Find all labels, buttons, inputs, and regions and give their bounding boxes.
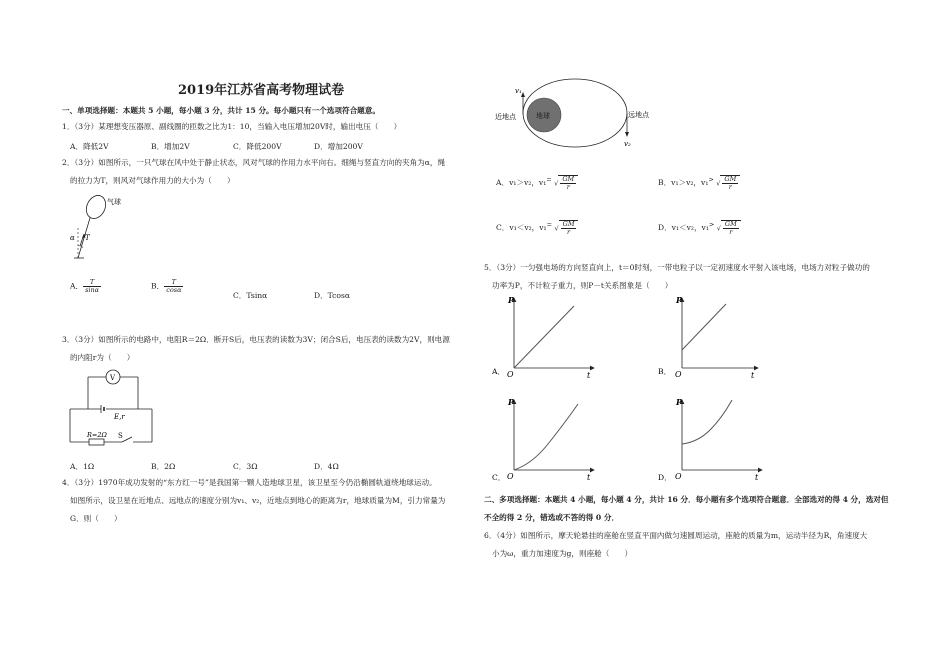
q4-option-c-label: C．v₁＜v₂，v₁ (496, 223, 547, 232)
perigee-label: 近地点 (495, 113, 516, 121)
q1-option-c: C．降低200V (233, 142, 282, 151)
q1-option-d: D．增加200V (314, 142, 363, 151)
section-2-heading-line-1: 二、多项选择题：本题共 4 小题，每小题 4 分，共计 16 分．每小题有多个选项符合题意．全部选对的得 4 分，选对但 (484, 495, 889, 504)
sqrt-expression: √ $\frac{GM}{r}$ (716, 175, 740, 191)
q1-option-b: B．增加2V (151, 142, 190, 151)
section-1-heading: 一、单项选择题：本题共 5 小题，每小题 3 分，共计 15 分。每小题只有一个选项符合题意。 (62, 106, 380, 115)
v2-label: v₂ (624, 140, 631, 148)
voltmeter-label: V (110, 374, 116, 382)
fraction-denominator: r (566, 183, 570, 191)
fraction-denominator: sinα (85, 286, 100, 294)
q3-option-d: D．4Ω (314, 462, 339, 471)
graph-a (492, 295, 594, 380)
fraction-numerator: GM (724, 175, 737, 183)
q2-option-b-fraction (164, 279, 183, 294)
question-5-line-1: 5．（3分）一匀强电场的方向竖直向上，t＝0时刻，一带电粒子以一定初速度水平射入该电场，电场力对粒子做功的 (484, 263, 870, 272)
question-2-line-1: 2．（3分）如图所示，一只气球在风中处于静止状态，风对气球的作用力水平向右。细绳与竖直方向的夹角为α，绳 (62, 158, 446, 167)
switch-label: S (118, 432, 123, 440)
balloon-shape (83, 192, 109, 221)
fraction-numerator: GM (562, 175, 575, 183)
question-3-line-1: 3．（3分）如图所示的电路中，电阻R＝2Ω．断开S后，电压表的读数为3V；闭合S后，电压表的读数为2V，则电源 (62, 335, 450, 344)
q4-option-d (658, 220, 741, 236)
axis-p-label: P (676, 295, 683, 305)
graph-d (658, 397, 762, 482)
axis-p-label: P (508, 295, 515, 305)
relation-symbol: > (708, 220, 715, 229)
question-4-line-3: G．则（ ） (70, 514, 122, 523)
q4-option-a-label: A．v₁＞v₂，v₁ (496, 178, 547, 187)
q4-option-c (496, 220, 578, 236)
axis-t-label: t (751, 371, 755, 380)
q3-option-a: A．1Ω (70, 462, 95, 471)
graph-d-label: D． (658, 473, 672, 482)
v2-arrowhead (625, 132, 629, 137)
axis-t-label: t (587, 371, 591, 380)
v1-label: v₁ (515, 87, 522, 95)
question-2-line-2: 的拉力为T，则风对气球作用力的大小为（ ） (70, 176, 235, 185)
sqrt-fraction (723, 221, 739, 236)
question-6-line-2: 小为ω，重力加速度为g，则座舱（ ） (492, 549, 633, 558)
sqrt-fraction (722, 176, 738, 191)
question-1-text: 1．（3分）某理想变压器原、副线圈的匝数之比为1：10，当输入电压增加20V时，输出电压（ ） (62, 122, 402, 131)
graph-d-curve (682, 400, 732, 444)
graph-a-curve (514, 306, 574, 368)
sqrt-fraction (560, 176, 576, 191)
q4-option-b-label: B．v₁＞v₂，v₁ (658, 178, 709, 187)
relation-symbol: = (546, 220, 553, 229)
graph-b-curve (682, 304, 726, 350)
fraction-numerator: T (83, 279, 101, 287)
sqrt-expression: √ $\frac{GM}{r}$ (717, 220, 741, 236)
relation-symbol: = (546, 175, 552, 184)
q2-option-a-fraction (83, 279, 101, 294)
question-4-line-2: 如图所示，设卫星在近地点、远地点的速度分别为v₁、v₂，近地点到地心的距离为r，地球质量为M，引力常量为 (70, 496, 446, 505)
q2-option-d: D．Tcosα (314, 291, 351, 300)
alpha-label: α (70, 234, 75, 242)
graph-b-label: B． (658, 367, 672, 376)
question-5-line-2: 功率为P，不计粒子重力，则P－t关系图象是（ ） (492, 281, 673, 290)
q4-option-a (496, 175, 578, 191)
axis-t-label: t (755, 473, 759, 482)
q2-option-a-label: A． (70, 281, 84, 291)
orbit-figure (490, 70, 650, 152)
q2-option-a (70, 279, 101, 294)
balloon-figure (62, 190, 142, 265)
origin-label: O (507, 472, 514, 481)
graph-c-curve (514, 404, 578, 470)
fraction-denominator: r (728, 183, 732, 191)
relation-symbol: > (708, 175, 714, 184)
q4-option-b (658, 175, 740, 191)
origin-label: O (675, 370, 682, 379)
fraction-denominator: cosα (166, 286, 182, 294)
q3-option-c: C．3Ω (233, 462, 258, 471)
battery-label: E,r (114, 413, 125, 421)
apogee-label: 远地点 (628, 111, 649, 119)
balloon-label: 气球 (107, 198, 121, 206)
q3-option-b: B．2Ω (151, 462, 176, 471)
question-3-line-2: 的内阻r为（ ） (70, 353, 135, 362)
fraction-numerator: GM (724, 220, 737, 228)
earth-label: 地球 (536, 112, 550, 120)
graph-a-label: A． (492, 367, 506, 376)
sqrt-expression: √ $\frac{GM}{r}$ (554, 175, 578, 191)
q2-option-c: C．Tsinα (233, 291, 268, 300)
pt-graphs (492, 294, 772, 490)
sqrt-expression: √ $\frac{GM}{r}$ (554, 220, 578, 236)
fraction-denominator: r (729, 228, 733, 236)
resistor-label: R=2Ω (87, 431, 107, 439)
q1-option-a: A．降低2V (70, 142, 109, 151)
resistor-icon (89, 439, 104, 445)
sqrt-fraction (561, 221, 577, 236)
fraction-denominator: r (567, 228, 571, 236)
section-2-heading-line-2: 不全的得 2 分，错选或不答的得 0 分． (484, 513, 620, 522)
page-title: 2019年江苏省高考物理试卷 (178, 83, 345, 98)
origin-label: O (507, 370, 514, 379)
switch-icon (122, 437, 132, 442)
graph-c (492, 397, 594, 482)
question-4-line-1: 4．（3分）1970年成功发射的“东方红一号”是我国第一颗人造地球卫星，该卫星至今仍沿椭圆轨道绕地球运动。 (62, 478, 437, 487)
axis-p-label: P (676, 397, 683, 407)
angle-arc (78, 246, 83, 248)
circuit-figure (66, 368, 158, 448)
q4-option-d-label: D．v₁＜v₂，v₁ (658, 223, 709, 232)
graph-b (658, 295, 758, 380)
origin-label: O (675, 472, 682, 481)
fraction-numerator: GM (562, 220, 575, 228)
axis-p-label: P (508, 397, 515, 407)
q2-option-b (151, 279, 183, 294)
graph-c-label: C． (492, 473, 506, 482)
question-6-line-1: 6．（4分）如图所示，摩天轮悬挂的座舱在竖直平面内做匀速圆周运动，座舱的质量为m，运动半径为R，角速度大 (484, 531, 868, 540)
tension-label: T (85, 234, 90, 242)
axis-t-label: t (587, 473, 591, 482)
q2-option-b-label: B． (151, 281, 165, 291)
fraction-numerator: T (164, 279, 183, 287)
